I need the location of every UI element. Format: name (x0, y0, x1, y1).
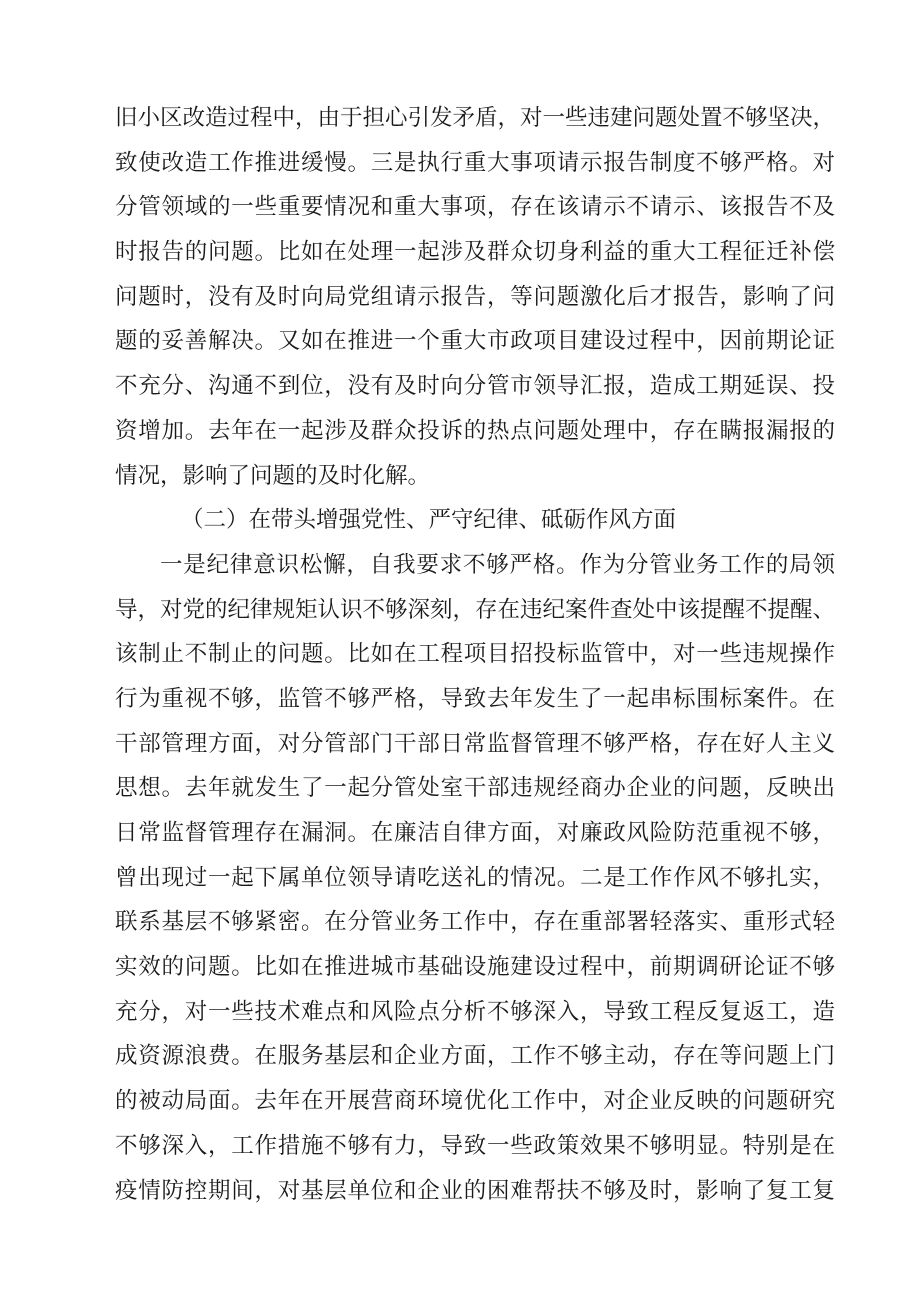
text-line: 不充分、沟通不到位，没有及时向分管市领导汇报，造成工期延误、投 (115, 373, 835, 400)
text-line: 日常监督管理存在漏洞。在廉洁自律方面，对廉政风险防范重视不够， (115, 820, 835, 846)
text-line: 疫情防控期间，对基层单位和企业的困难帮扶不够及时，影响了复工复 (115, 1177, 835, 1204)
text-line: 该制止不制止的问题。比如在工程项目招投标监管中，对一些违规操作 (115, 641, 835, 668)
text-line: 致使改造工作推进缓慢。三是执行重大事项请示报告制度不够严格。对 (115, 149, 835, 176)
paragraph-discipline (115, 543, 835, 1213)
text-line: 情况，影响了问题的及时化解。 (115, 462, 431, 489)
text-line: 成资源浪费。在服务基层和企业方面，工作不够主动，存在等问题上门 (115, 1043, 835, 1070)
text-line: 资增加。去年在一起涉及群众投诉的热点问题处理中，存在瞒报漏报的 (115, 417, 835, 444)
paragraph-continued (115, 96, 835, 498)
text-line: 实效的问题。比如在推进城市基础设施建设过程中，前期调研论证不够 (115, 954, 835, 981)
text-line: 题的妥善解决。又如在推进一个重大市政项目建设过程中，因前期论证 (115, 328, 835, 355)
section-heading: （二）在带头增强党性、严守纪律、砥砺作风方面 (181, 507, 677, 534)
text-line: 时报告的问题。比如在处理一起涉及群众切身利益的重大工程征迁补偿 (115, 239, 835, 266)
text-line: 充分，对一些技术难点和风险点分析不够深入，导致工程反复返工，造 (115, 998, 835, 1025)
text-line: 旧小区改造过程中，由于担心引发矛盾，对一些违建问题处置不够坚决， (115, 105, 836, 131)
text-line: 问题时，没有及时向局党组请示报告，等问题激化后才报告，影响了问 (115, 283, 835, 310)
text-line: 的被动局面。去年在开展营商环境优化工作中，对企业反映的问题研究 (115, 1088, 835, 1115)
text-line: 行为重视不够，监管不够严格，导致去年发生了一起串标围标案件。在 (115, 685, 835, 712)
text-line: 导，对党的纪律规矩认识不够深刻，存在违纪案件查处中该提醒不提醒、 (115, 596, 836, 623)
text-line: 分管领域的一些重要情况和重大事项，存在该请示不请示、该报告不及 (115, 194, 835, 221)
document-body (115, 96, 835, 1213)
text-line: 一是纪律意识松懈，自我要求不够严格。作为分管业务工作的局领 (160, 551, 835, 578)
text-line: 干部管理方面，对分管部门干部日常监督管理不够严格，存在好人主义 (115, 730, 835, 757)
text-line: 曾出现过一起下属单位领导请吃送礼的情况。二是工作作风不够扎实， (115, 864, 835, 891)
text-line: 思想。去年就发生了一起分管处室干部违规经商办企业的问题，反映出 (115, 775, 835, 802)
text-line: 不够深入，工作措施不够有力，导致一些政策效果不够明显。特别是在 (115, 1132, 835, 1159)
text-line: 联系基层不够紧密。在分管业务工作中，存在重部署轻落实、重形式轻 (115, 909, 835, 936)
